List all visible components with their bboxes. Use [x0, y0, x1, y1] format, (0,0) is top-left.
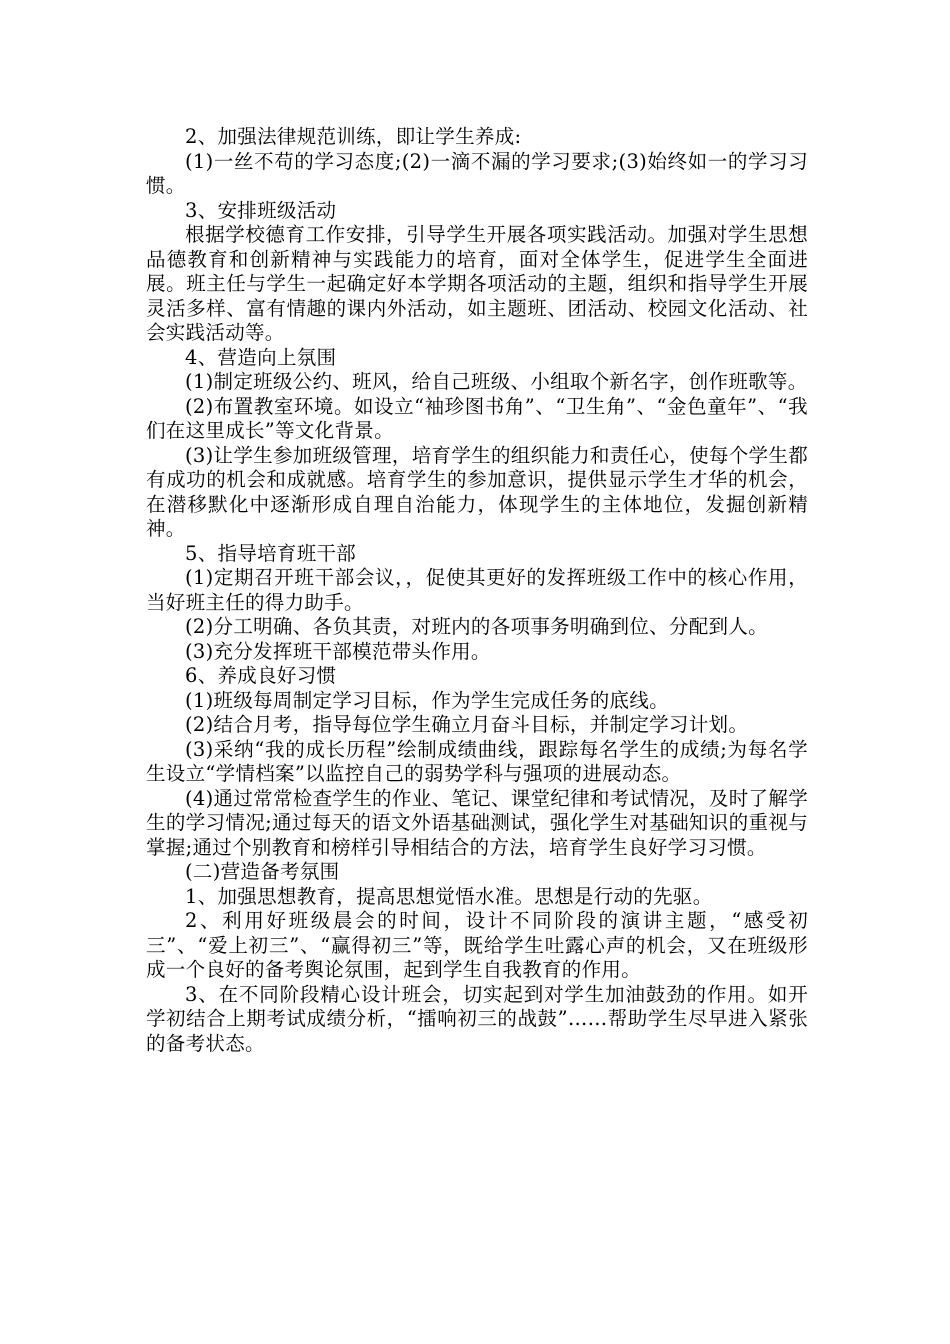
- paragraph: 1、加强思想教育，提高思想觉悟水准。思想是行动的先驱。: [185, 884, 713, 908]
- document-body: [146, 125, 808, 1056]
- paragraph: (4)通过常常检查学生的作业、笔记、课堂纪律和考试情况，及时了解学生的学习情况;通过每天的语文外语基础测试，强化学生对基础知识的重视与掌握;通过个别教育和榜样引导相结合的方法，培育学生良好学习习惯。: [146, 786, 808, 859]
- paragraph: (1)班级每周制定学习目标，作为学生完成任务的底线。: [185, 688, 669, 712]
- paragraph: 3、在不同阶段精心设计班会，切实起到对学生加油鼓劲的作用。如开学初结合上期考试成绩分析，“擂响初三的战鼓”……帮助学生尽早进入紧张的备考状态。: [146, 982, 808, 1055]
- paragraph: 2、利用好班级晨会的时间，设计不同阶段的演讲主题，“感受初三”、“爱上初三”、“赢得初三”等，既给学生吐露心声的机会，又在班级形成一个良好的备考舆论氛围，起到学生自我教育的作用。: [146, 909, 808, 981]
- paragraph: (1)制定班级公约、班风，给自己班级、小组取个新名字，创作班歌等。: [185, 370, 808, 393]
- section-heading: 3、安排班级活动: [185, 198, 337, 222]
- paragraph: (2)分工明确、各负其责，对班内的各项事务明确到位、分配到人。: [185, 615, 768, 638]
- section-heading: 6、养成良好习惯: [185, 664, 337, 687]
- section-heading: (二)营造备考氛围: [185, 860, 340, 883]
- paragraph: (1)一丝不苟的学习态度;(2)一滴不漏的学习要求;(3)始终如一的学习习惯。: [146, 149, 808, 197]
- paragraph: 根据学校德育工作安排，引导学生开展各项实践活动。加强对学生思想品德教育和创新精神与实践能力的培育，面对全体学生，促进学生全面进展。班主任与学生一起确定好本学期各项活动的主题，组织和指导学生开展灵活多样、富有情趣的课内外活动，如主题班、团活动、校园文化活动、社会实践活动等。: [146, 223, 808, 344]
- paragraph: (2)布置教室环境。如设立“袖珍图书角”、“卫生角”、“金色童年”、“我们在这里成长”等文化背景。: [146, 394, 808, 442]
- paragraph: (3)采纳“我的成长历程”绘制成绩曲线，跟踪每名学生的成绩;为每名学生设立“学情档案”以监控自己的弱势学科与强项的进展动态。: [146, 737, 808, 785]
- paragraph: (3)充分发挥班干部模范带头作用。: [185, 639, 491, 663]
- paragraph: (2)结合月考，指导每位学生确立月奋斗目标，并制定学习计划。: [185, 713, 749, 736]
- section-heading: 4、营造向上氛围: [185, 345, 337, 369]
- paragraph: (1)定期召开班干部会议，，促使其更好的发挥班级工作中的核心作用，当好班主任的得力助手。: [146, 566, 808, 614]
- paragraph: 2、加强法律规范训练，即让学生养成:: [185, 125, 522, 148]
- paragraph: (3)让学生参加班级管理，培育学生的组织能力和责任心，使每个学生都有成功的机会和成就感。培育学生的参加意识，提供显示学生才华的机会，在潜移默化中逐渐形成自理自治能力，体现学生的主体地位，发掘创新精神。: [146, 443, 808, 540]
- section-heading: 5、指导培育班干部: [185, 541, 357, 565]
